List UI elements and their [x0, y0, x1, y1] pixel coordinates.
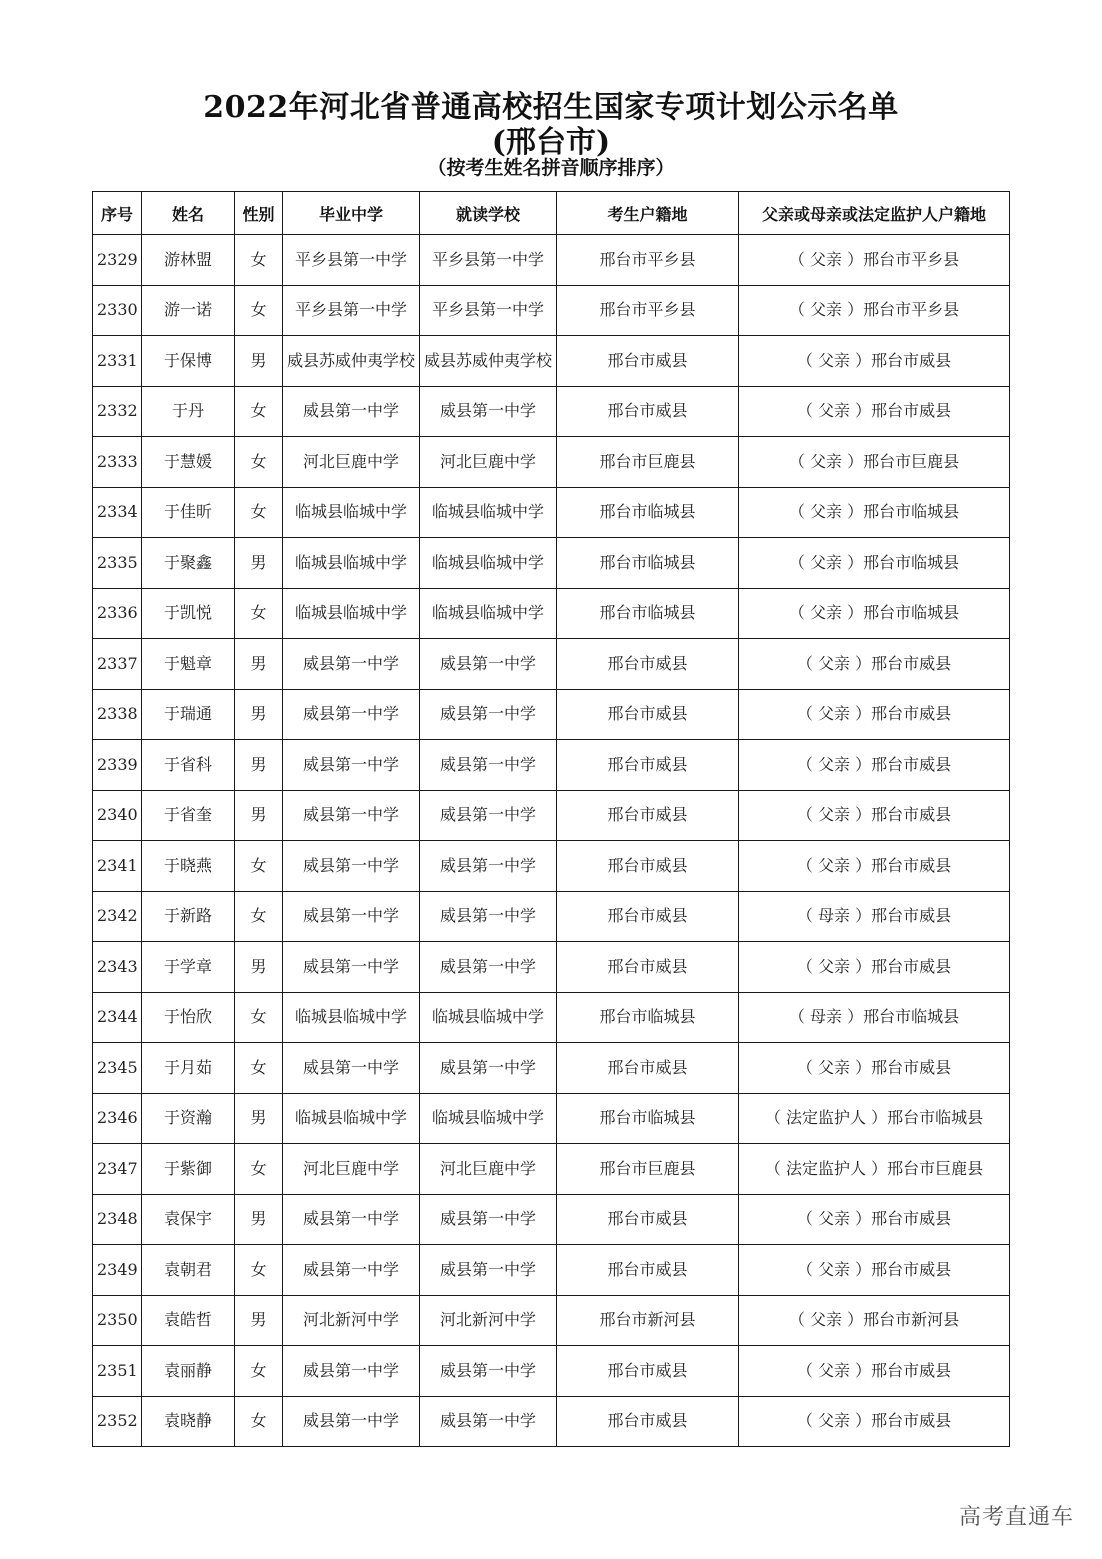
- cell-student-hukou: 邢台市威县: [557, 336, 739, 387]
- table-row: [93, 437, 1010, 488]
- cell-gender: 女: [235, 1245, 283, 1296]
- cell-guardian-hukou: （ 父亲 ）邢台市威县: [739, 1346, 1010, 1397]
- cell-student-hukou: 邢台市威县: [557, 740, 739, 791]
- cell-seq: 2352: [93, 1396, 142, 1447]
- cell-student-hukou: 邢台市平乡县: [557, 235, 739, 286]
- cell-guardian-hukou: （ 父亲 ）邢台市威县: [739, 336, 1010, 387]
- cell-graduated-school: 威县第一中学: [283, 1043, 420, 1094]
- table-row: [93, 942, 1010, 993]
- cell-gender: 男: [235, 790, 283, 841]
- column-header-current-school: 就读学校: [420, 192, 557, 235]
- table-row: [93, 1194, 1010, 1245]
- cell-name: 于晓燕: [142, 841, 235, 892]
- cell-student-hukou: 邢台市威县: [557, 891, 739, 942]
- cell-gender: 女: [235, 891, 283, 942]
- cell-gender: 女: [235, 437, 283, 488]
- cell-gender: 女: [235, 1144, 283, 1195]
- roster-table: [92, 191, 1010, 1447]
- cell-seq: 2339: [93, 740, 142, 791]
- cell-current-school: 威县第一中学: [420, 1245, 557, 1296]
- cell-current-school: 威县第一中学: [420, 841, 557, 892]
- cell-gender: 男: [235, 942, 283, 993]
- table-row: [93, 1144, 1010, 1195]
- cell-gender: 男: [235, 1194, 283, 1245]
- cell-student-hukou: 邢台市威县: [557, 1245, 739, 1296]
- cell-graduated-school: 平乡县第一中学: [283, 235, 420, 286]
- cell-current-school: 威县第一中学: [420, 689, 557, 740]
- cell-name: 袁晓静: [142, 1396, 235, 1447]
- cell-current-school: 临城县临城中学: [420, 992, 557, 1043]
- cell-seq: 2345: [93, 1043, 142, 1094]
- cell-student-hukou: 邢台市临城县: [557, 487, 739, 538]
- cell-guardian-hukou: （ 父亲 ）邢台市临城县: [739, 538, 1010, 589]
- cell-student-hukou: 邢台市威县: [557, 1346, 739, 1397]
- cell-guardian-hukou: （ 父亲 ）邢台市威县: [739, 942, 1010, 993]
- cell-current-school: 威县第一中学: [420, 639, 557, 690]
- table-row: [93, 689, 1010, 740]
- cell-seq: 2333: [93, 437, 142, 488]
- cell-name: 于资瀚: [142, 1093, 235, 1144]
- cell-seq: 2337: [93, 639, 142, 690]
- page-title: 2022年河北省普通高校招生国家专项计划公示名单: [203, 90, 899, 125]
- cell-name: 于瑞通: [142, 689, 235, 740]
- cell-name: 游一诺: [142, 285, 235, 336]
- cell-seq: 2329: [93, 235, 142, 286]
- column-header-guardian-hukou: 父亲或母亲或法定监护人户籍地: [739, 192, 1010, 235]
- cell-guardian-hukou: （ 父亲 ）邢台市临城县: [739, 588, 1010, 639]
- cell-guardian-hukou: （ 父亲 ）邢台市平乡县: [739, 235, 1010, 286]
- cell-student-hukou: 邢台市临城县: [557, 1093, 739, 1144]
- column-header-name: 姓名: [142, 192, 235, 235]
- cell-seq: 2335: [93, 538, 142, 589]
- table-row: [93, 841, 1010, 892]
- watermark-text: 高考直通车: [958, 1505, 1074, 1530]
- table-row: [93, 1396, 1010, 1447]
- cell-seq: 2338: [93, 689, 142, 740]
- cell-seq: 2336: [93, 588, 142, 639]
- cell-seq: 2342: [93, 891, 142, 942]
- cell-guardian-hukou: （ 父亲 ）邢台市威县: [739, 1396, 1010, 1447]
- cell-current-school: 平乡县第一中学: [420, 235, 557, 286]
- table-row: [93, 1346, 1010, 1397]
- cell-gender: 男: [235, 639, 283, 690]
- table-row: [93, 639, 1010, 690]
- cell-graduated-school: 威县第一中学: [283, 942, 420, 993]
- cell-seq: 2349: [93, 1245, 142, 1296]
- cell-guardian-hukou: （ 法定监护人 ）邢台市临城县: [739, 1093, 1010, 1144]
- cell-name: 于聚鑫: [142, 538, 235, 589]
- cell-guardian-hukou: （ 父亲 ）邢台市临城县: [739, 487, 1010, 538]
- cell-guardian-hukou: （ 法定监护人 ）邢台市巨鹿县: [739, 1144, 1010, 1195]
- cell-name: 袁丽静: [142, 1346, 235, 1397]
- cell-student-hukou: 邢台市威县: [557, 639, 739, 690]
- cell-name: 于凯悦: [142, 588, 235, 639]
- cell-current-school: 威县第一中学: [420, 891, 557, 942]
- cell-name: 于紫御: [142, 1144, 235, 1195]
- cell-guardian-hukou: （ 母亲 ）邢台市临城县: [739, 992, 1010, 1043]
- table-row: [93, 1093, 1010, 1144]
- table-row: [93, 1043, 1010, 1094]
- cell-seq: 2351: [93, 1346, 142, 1397]
- cell-gender: 男: [235, 689, 283, 740]
- column-header-gender: 性别: [235, 192, 283, 235]
- table-row: [93, 538, 1010, 589]
- cell-student-hukou: 邢台市威县: [557, 1194, 739, 1245]
- cell-guardian-hukou: （ 父亲 ）邢台市威县: [739, 1043, 1010, 1094]
- table-row: [93, 487, 1010, 538]
- cell-current-school: 河北巨鹿中学: [420, 1144, 557, 1195]
- cell-gender: 女: [235, 386, 283, 437]
- cell-gender: 男: [235, 1295, 283, 1346]
- cell-guardian-hukou: （ 母亲 ）邢台市威县: [739, 891, 1010, 942]
- cell-student-hukou: 邢台市临城县: [557, 538, 739, 589]
- table-row: [93, 790, 1010, 841]
- cell-guardian-hukou: （ 父亲 ）邢台市威县: [739, 386, 1010, 437]
- cell-seq: 2341: [93, 841, 142, 892]
- cell-guardian-hukou: （ 父亲 ）邢台市威县: [739, 841, 1010, 892]
- cell-student-hukou: 邢台市新河县: [557, 1295, 739, 1346]
- cell-name: 于省科: [142, 740, 235, 791]
- table-header: [93, 192, 1010, 235]
- cell-current-school: 河北新河中学: [420, 1295, 557, 1346]
- cell-gender: 男: [235, 1093, 283, 1144]
- cell-student-hukou: 邢台市威县: [557, 841, 739, 892]
- cell-student-hukou: 邢台市平乡县: [557, 285, 739, 336]
- cell-current-school: 威县第一中学: [420, 942, 557, 993]
- cell-guardian-hukou: （ 父亲 ）邢台市威县: [739, 1194, 1010, 1245]
- cell-current-school: 威县第一中学: [420, 1194, 557, 1245]
- cell-guardian-hukou: （ 父亲 ）邢台市威县: [739, 740, 1010, 791]
- cell-current-school: 临城县临城中学: [420, 538, 557, 589]
- cell-current-school: 临城县临城中学: [420, 487, 557, 538]
- cell-graduated-school: 威县苏威仲夷学校: [283, 336, 420, 387]
- cell-seq: 2332: [93, 386, 142, 437]
- cell-gender: 女: [235, 1346, 283, 1397]
- cell-name: 于魁章: [142, 639, 235, 690]
- column-header-student-hukou: 考生户籍地: [557, 192, 739, 235]
- cell-gender: 女: [235, 588, 283, 639]
- cell-student-hukou: 邢台市威县: [557, 1396, 739, 1447]
- cell-guardian-hukou: （ 父亲 ）邢台市巨鹿县: [739, 437, 1010, 488]
- cell-gender: 女: [235, 992, 283, 1043]
- table-row: [93, 588, 1010, 639]
- cell-guardian-hukou: （ 父亲 ）邢台市新河县: [739, 1295, 1010, 1346]
- cell-name: 于佳昕: [142, 487, 235, 538]
- cell-seq: 2344: [93, 992, 142, 1043]
- table-row: [93, 740, 1010, 791]
- cell-seq: 2330: [93, 285, 142, 336]
- cell-graduated-school: 临城县临城中学: [283, 538, 420, 589]
- cell-graduated-school: 威县第一中学: [283, 1346, 420, 1397]
- cell-gender: 女: [235, 1043, 283, 1094]
- table-row: [93, 1245, 1010, 1296]
- cell-graduated-school: 河北巨鹿中学: [283, 1144, 420, 1195]
- table-row: [93, 336, 1010, 387]
- cell-graduated-school: 河北新河中学: [283, 1295, 420, 1346]
- cell-student-hukou: 邢台市威县: [557, 942, 739, 993]
- cell-gender: 女: [235, 841, 283, 892]
- cell-current-school: 威县第一中学: [420, 386, 557, 437]
- cell-name: 于月茹: [142, 1043, 235, 1094]
- header-row: [93, 192, 1010, 235]
- cell-current-school: 威县苏威仲夷学校: [420, 336, 557, 387]
- cell-guardian-hukou: （ 父亲 ）邢台市威县: [739, 790, 1010, 841]
- cell-seq: 2346: [93, 1093, 142, 1144]
- cell-seq: 2350: [93, 1295, 142, 1346]
- cell-student-hukou: 邢台市巨鹿县: [557, 1144, 739, 1195]
- cell-student-hukou: 邢台市威县: [557, 689, 739, 740]
- table-row: [93, 992, 1010, 1043]
- sort-note: （按考生姓名拼音顺序排序）: [427, 157, 675, 179]
- table-body: [93, 235, 1010, 1447]
- cell-graduated-school: 威县第一中学: [283, 386, 420, 437]
- cell-graduated-school: 临城县临城中学: [283, 992, 420, 1043]
- cell-graduated-school: 威县第一中学: [283, 740, 420, 791]
- cell-current-school: 威县第一中学: [420, 790, 557, 841]
- cell-graduated-school: 威县第一中学: [283, 841, 420, 892]
- cell-graduated-school: 威县第一中学: [283, 891, 420, 942]
- cell-gender: 女: [235, 487, 283, 538]
- cell-name: 袁保宇: [142, 1194, 235, 1245]
- cell-seq: 2347: [93, 1144, 142, 1195]
- cell-name: 于丹: [142, 386, 235, 437]
- cell-name: 于怡欣: [142, 992, 235, 1043]
- cell-current-school: 威县第一中学: [420, 1396, 557, 1447]
- cell-seq: 2348: [93, 1194, 142, 1245]
- cell-guardian-hukou: （ 父亲 ）邢台市平乡县: [739, 285, 1010, 336]
- cell-graduated-school: 临城县临城中学: [283, 588, 420, 639]
- cell-graduated-school: 威县第一中学: [283, 1245, 420, 1296]
- cell-current-school: 临城县临城中学: [420, 1093, 557, 1144]
- cell-current-school: 威县第一中学: [420, 740, 557, 791]
- cell-current-school: 威县第一中学: [420, 1346, 557, 1397]
- cell-name: 于慧媛: [142, 437, 235, 488]
- cell-name: 于新路: [142, 891, 235, 942]
- cell-name: 于省奎: [142, 790, 235, 841]
- cell-student-hukou: 邢台市威县: [557, 1043, 739, 1094]
- table-row: [93, 285, 1010, 336]
- cell-seq: 2331: [93, 336, 142, 387]
- cell-name: 游林盟: [142, 235, 235, 286]
- cell-guardian-hukou: （ 父亲 ）邢台市威县: [739, 689, 1010, 740]
- cell-graduated-school: 临城县临城中学: [283, 487, 420, 538]
- cell-student-hukou: 邢台市临城县: [557, 588, 739, 639]
- cell-seq: 2334: [93, 487, 142, 538]
- page-subtitle-city: (邢台市): [491, 125, 611, 160]
- cell-graduated-school: 河北巨鹿中学: [283, 437, 420, 488]
- cell-gender: 男: [235, 538, 283, 589]
- column-header-graduated-school: 毕业中学: [283, 192, 420, 235]
- cell-gender: 男: [235, 336, 283, 387]
- cell-graduated-school: 临城县临城中学: [283, 1093, 420, 1144]
- cell-graduated-school: 威县第一中学: [283, 1396, 420, 1447]
- cell-student-hukou: 邢台市威县: [557, 790, 739, 841]
- cell-graduated-school: 威县第一中学: [283, 790, 420, 841]
- table-row: [93, 386, 1010, 437]
- cell-graduated-school: 威县第一中学: [283, 639, 420, 690]
- cell-gender: 女: [235, 235, 283, 286]
- cell-current-school: 威县第一中学: [420, 1043, 557, 1094]
- cell-name: 袁皓哲: [142, 1295, 235, 1346]
- cell-graduated-school: 威县第一中学: [283, 689, 420, 740]
- cell-student-hukou: 邢台市临城县: [557, 992, 739, 1043]
- table-row: [93, 891, 1010, 942]
- cell-name: 于学章: [142, 942, 235, 993]
- cell-name: 于保博: [142, 336, 235, 387]
- column-header-seq: 序号: [93, 192, 142, 235]
- cell-current-school: 临城县临城中学: [420, 588, 557, 639]
- cell-current-school: 河北巨鹿中学: [420, 437, 557, 488]
- table-row: [93, 235, 1010, 286]
- cell-gender: 女: [235, 1396, 283, 1447]
- cell-seq: 2343: [93, 942, 142, 993]
- table-row: [93, 1295, 1010, 1346]
- cell-name: 袁朝君: [142, 1245, 235, 1296]
- cell-graduated-school: 平乡县第一中学: [283, 285, 420, 336]
- cell-seq: 2340: [93, 790, 142, 841]
- cell-guardian-hukou: （ 父亲 ）邢台市威县: [739, 639, 1010, 690]
- cell-current-school: 平乡县第一中学: [420, 285, 557, 336]
- cell-graduated-school: 威县第一中学: [283, 1194, 420, 1245]
- cell-student-hukou: 邢台市威县: [557, 386, 739, 437]
- cell-student-hukou: 邢台市巨鹿县: [557, 437, 739, 488]
- cell-guardian-hukou: （ 父亲 ）邢台市威县: [739, 1245, 1010, 1296]
- cell-gender: 男: [235, 740, 283, 791]
- cell-gender: 女: [235, 285, 283, 336]
